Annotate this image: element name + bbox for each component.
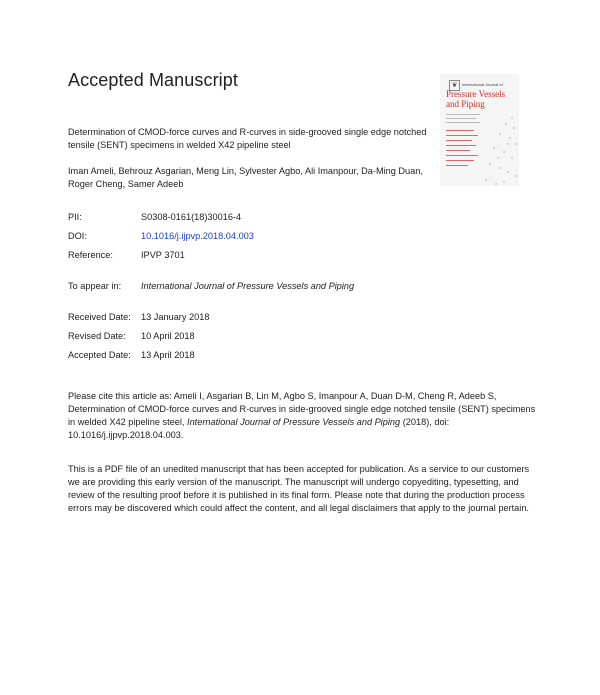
revised-date-label: Revised Date: xyxy=(68,331,126,341)
cover-journal-small: International Journal of xyxy=(462,82,503,87)
to-appear-label: To appear in: xyxy=(68,281,122,291)
reference-label: Reference: xyxy=(68,250,113,260)
cover-header xyxy=(446,77,516,89)
journal-cover-thumbnail xyxy=(440,74,519,186)
cover-text-line xyxy=(446,118,476,119)
reference-value: IPVP 3701 xyxy=(141,250,185,260)
cover-text-line xyxy=(446,140,472,141)
article-authors: Iman Ameli, Behrouz Asgarian, Meng Lin, Sylvester Agbo, Ali Imanpour, Da-Ming Duan, Roger Cheng, Samer Adeeb xyxy=(68,166,423,189)
cover-text-line xyxy=(446,150,470,151)
cover-text-line xyxy=(446,145,476,146)
cover-text-line xyxy=(446,160,474,161)
disclaimer-paragraph: This is a PDF file of an unedited manuscript that has been accepted for publication. As a service to our customers we are providing this early version of the manuscript. The manuscript will undergo copyediting, typesetting, and review of the resulting proof before it is published in its final form. Please note that during the production process errors may be discovered which could affect the content, and all legal disclaimers that apply to the journal pertain. xyxy=(68,464,530,513)
cover-text-line xyxy=(446,155,478,156)
publisher-logo-icon: ❦ xyxy=(449,80,460,91)
cover-pattern-icon xyxy=(482,114,519,186)
citation-paragraph xyxy=(68,390,538,442)
cover-text-line xyxy=(446,130,474,131)
page-heading: Accepted Manuscript xyxy=(68,70,238,90)
doi-label: DOI: xyxy=(68,231,87,241)
accepted-date-value: 13 April 2018 xyxy=(141,350,195,360)
pii-label: PII: xyxy=(68,212,82,222)
to-appear-journal: International Journal of Pressure Vessels and Piping xyxy=(141,281,355,291)
accepted-date-label: Accepted Date: xyxy=(68,350,131,360)
doi-link[interactable]: 10.1016/j.ijpvp.2018.04.003 xyxy=(141,231,254,241)
received-date-label: Received Date: xyxy=(68,312,131,322)
pii-value: S0308-0161(18)30016-4 xyxy=(141,212,242,222)
received-date-value: 13 January 2018 xyxy=(141,312,210,322)
citation-text: Please cite this article as: Ameli I, Asgarian B, Lin M, Agbo S, Imanpour A, Duan D-M, Cheng R, Adeeb S, Determination of CMOD-force curves and R-curves in side-grooved single edge notched tensile (SENT) specimens in welded X42 pipeline steel, xyxy=(68,391,536,427)
cover-text-line xyxy=(446,135,478,136)
revised-date-value: 10 April 2018 xyxy=(141,331,195,341)
citation-doi: (2018), doi: 10.1016/j.ijpvp.2018.04.003. xyxy=(68,417,450,440)
citation-journal: International Journal of Pressure Vessels and Piping xyxy=(187,417,401,427)
cover-journal-title: Pressure Vessels and Piping xyxy=(446,89,506,109)
cover-text-line xyxy=(446,165,468,166)
cover-text-line xyxy=(446,122,480,123)
cover-text-line xyxy=(446,114,480,115)
article-title: Determination of CMOD-force curves and R-curves in side-grooved single edge notched tensile (SENT) specimens in welded X42 pipeline steel xyxy=(68,127,427,150)
